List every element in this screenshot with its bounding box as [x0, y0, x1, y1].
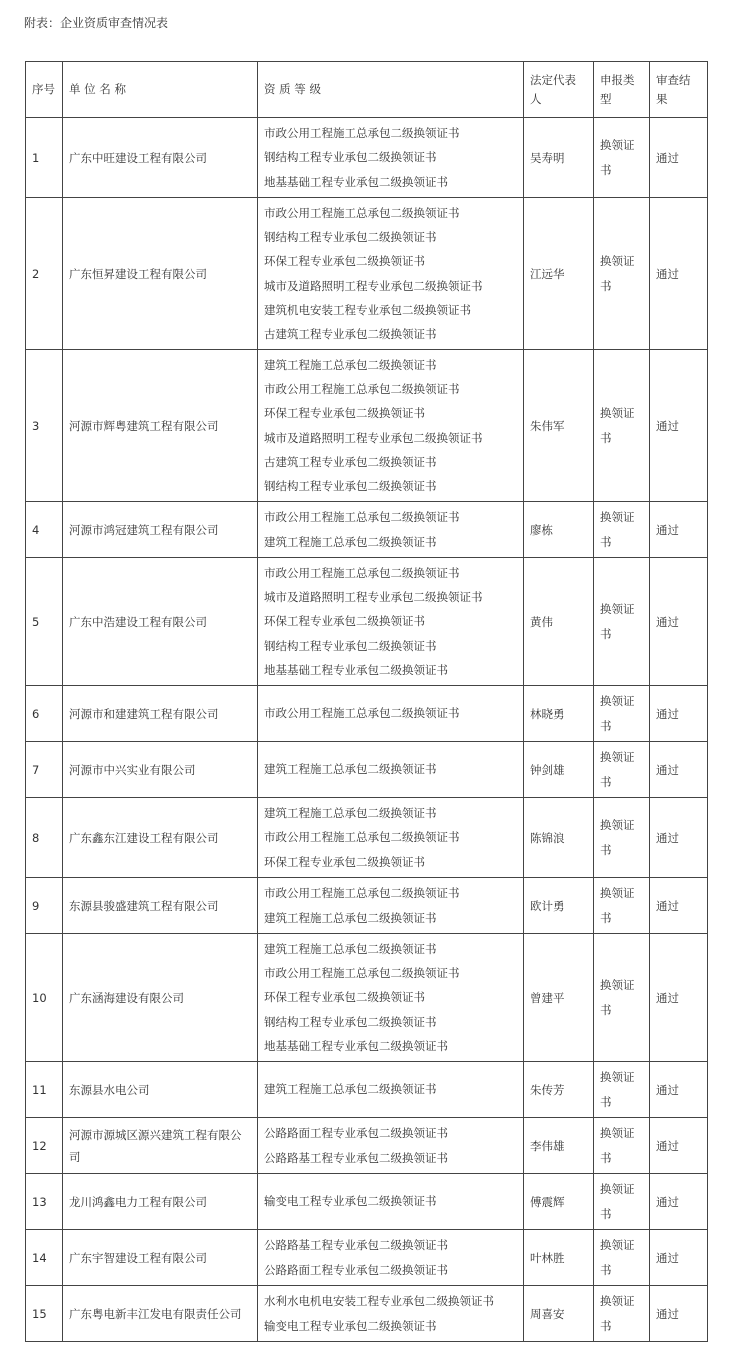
legal-representative: 林晓勇 — [524, 686, 594, 742]
legal-representative: 傅震辉 — [524, 1174, 594, 1230]
qualification-item: 钢结构工程专业承包二级换领证书 — [264, 479, 437, 494]
table-row — [26, 118, 708, 198]
qualification-item: 公路路基工程专业承包二级换领证书 — [264, 1238, 448, 1253]
company-name: 广东恒昇建设工程有限公司 — [63, 198, 258, 350]
qualification-item: 环保工程专业承包二级换领证书 — [264, 406, 425, 421]
qualification-item: 环保工程专业承包二级换领证书 — [264, 254, 425, 269]
legal-representative: 黄伟 — [524, 558, 594, 686]
qualification-item: 市政公用工程施工总承包二级换领证书 — [264, 966, 460, 981]
legal-representative: 钟剑雄 — [524, 742, 594, 798]
qualification-item: 地基基础工程专业承包二级换领证书 — [264, 174, 448, 189]
company-name: 河源市中兴实业有限公司 — [63, 742, 258, 798]
qualification-item: 市政公用工程施工总承包二级换领证书 — [264, 706, 460, 721]
company-name: 广东鑫东江建设工程有限公司 — [63, 798, 258, 878]
qualification-list — [258, 1230, 524, 1286]
company-name: 河源市和建建筑工程有限公司 — [63, 686, 258, 742]
table-row — [26, 1286, 708, 1342]
row-index: 10 — [26, 934, 63, 1062]
qualification-item: 地基基础工程专业承包二级换领证书 — [264, 662, 448, 677]
review-result: 通过 — [650, 798, 708, 878]
qualification-item: 市政公用工程施工总承包二级换领证书 — [264, 510, 460, 525]
application-type: 换领证书 — [594, 1174, 650, 1230]
qualification-item: 市政公用工程施工总承包二级换领证书 — [264, 886, 460, 901]
qualification-list — [258, 198, 524, 350]
qualification-item: 建筑工程施工总承包二级换领证书 — [264, 762, 437, 777]
application-type: 换领证书 — [594, 1230, 650, 1286]
application-type: 换领证书 — [594, 686, 650, 742]
table-row — [26, 742, 708, 798]
table-row — [26, 934, 708, 1062]
company-name: 广东粤电新丰江发电有限责任公司 — [63, 1286, 258, 1342]
application-type: 换领证书 — [594, 742, 650, 798]
table-row — [26, 878, 708, 934]
table-row — [26, 686, 708, 742]
qualification-list — [258, 558, 524, 686]
review-result: 通过 — [650, 1118, 708, 1174]
application-type: 换领证书 — [594, 350, 650, 502]
row-index: 11 — [26, 1062, 63, 1118]
qualification-item: 建筑工程施工总承包二级换领证书 — [264, 357, 437, 372]
row-index: 2 — [26, 198, 63, 350]
qualification-item: 古建筑工程专业承包二级换领证书 — [264, 454, 437, 469]
application-type: 换领证书 — [594, 878, 650, 934]
application-type: 换领证书 — [594, 934, 650, 1062]
qualification-item: 城市及道路照明工程专业承包二级换领证书 — [264, 590, 483, 605]
row-index: 5 — [26, 558, 63, 686]
qualification-item: 环保工程专业承包二级换领证书 — [264, 614, 425, 629]
application-type: 换领证书 — [594, 502, 650, 558]
qualification-item: 建筑机电安装工程专业承包二级换领证书 — [264, 302, 471, 317]
header-qualification: 资 质 等 级 — [258, 62, 524, 118]
header-index: 序号 — [26, 62, 63, 118]
legal-representative: 曾建平 — [524, 934, 594, 1062]
qualification-item: 市政公用工程施工总承包二级换领证书 — [264, 565, 460, 580]
company-name: 东源县骏盛建筑工程有限公司 — [63, 878, 258, 934]
qualification-item: 公路路面工程专业承包二级换领证书 — [264, 1262, 448, 1277]
legal-representative: 欧计勇 — [524, 878, 594, 934]
qualification-list — [258, 502, 524, 558]
table-row — [26, 350, 708, 502]
company-name: 广东宇智建设工程有限公司 — [63, 1230, 258, 1286]
review-result: 通过 — [650, 1230, 708, 1286]
row-index: 8 — [26, 798, 63, 878]
qualification-item: 钢结构工程专业承包二级换领证书 — [264, 1014, 437, 1029]
table-row — [26, 798, 708, 878]
row-index: 13 — [26, 1174, 63, 1230]
qualification-item: 建筑工程施工总承包二级换领证书 — [264, 910, 437, 925]
row-index: 9 — [26, 878, 63, 934]
row-index: 14 — [26, 1230, 63, 1286]
company-name: 广东中浩建设工程有限公司 — [63, 558, 258, 686]
table-row — [26, 1230, 708, 1286]
qualification-item: 水利水电机电安装工程专业承包二级换领证书 — [264, 1294, 494, 1309]
qualification-item: 建筑工程施工总承包二级换领证书 — [264, 1082, 437, 1097]
row-index: 3 — [26, 350, 63, 502]
review-result: 通过 — [650, 1062, 708, 1118]
qualification-list — [258, 1062, 524, 1118]
qualification-list — [258, 1118, 524, 1174]
row-index: 1 — [26, 118, 63, 198]
qualification-item: 城市及道路照明工程专业承包二级换领证书 — [264, 430, 483, 445]
qualification-list — [258, 798, 524, 878]
legal-representative: 廖栋 — [524, 502, 594, 558]
table-row — [26, 502, 708, 558]
review-result: 通过 — [650, 1286, 708, 1342]
qualification-list — [258, 1286, 524, 1342]
qualification-item: 建筑工程施工总承包二级换领证书 — [264, 806, 437, 821]
company-name: 河源市源城区源兴建筑工程有限公司 — [63, 1118, 258, 1174]
table-row — [26, 1174, 708, 1230]
header-name: 单 位 名 称 — [63, 62, 258, 118]
qualification-item: 市政公用工程施工总承包二级换领证书 — [264, 205, 460, 220]
company-name: 河源市辉粤建筑工程有限公司 — [63, 350, 258, 502]
legal-representative: 周喜安 — [524, 1286, 594, 1342]
table-header-row — [26, 62, 708, 118]
qualification-list — [258, 686, 524, 742]
company-name: 广东中旺建设工程有限公司 — [63, 118, 258, 198]
review-result: 通过 — [650, 878, 708, 934]
qualification-item: 钢结构工程专业承包二级换领证书 — [264, 229, 437, 244]
review-result: 通过 — [650, 934, 708, 1062]
header-result: 审查结果 — [650, 62, 708, 118]
table-row — [26, 558, 708, 686]
qualification-list — [258, 934, 524, 1062]
application-type: 换领证书 — [594, 1286, 650, 1342]
application-type: 换领证书 — [594, 798, 650, 878]
application-type: 换领证书 — [594, 118, 650, 198]
qualification-item: 钢结构工程专业承包二级换领证书 — [264, 638, 437, 653]
qualification-item: 城市及道路照明工程专业承包二级换领证书 — [264, 278, 483, 293]
row-index: 12 — [26, 1118, 63, 1174]
qualification-item: 古建筑工程专业承包二级换领证书 — [264, 327, 437, 342]
qualification-item: 市政公用工程施工总承包二级换领证书 — [264, 830, 460, 845]
qualification-item: 地基基础工程专业承包二级换领证书 — [264, 1038, 448, 1053]
legal-representative: 江远华 — [524, 198, 594, 350]
qualification-item: 公路路面工程专业承包二级换领证书 — [264, 1126, 448, 1141]
application-type: 换领证书 — [594, 1062, 650, 1118]
qualification-item: 市政公用工程施工总承包二级换领证书 — [264, 126, 460, 141]
legal-representative: 朱伟军 — [524, 350, 594, 502]
company-name: 河源市鸿冠建筑工程有限公司 — [63, 502, 258, 558]
review-result: 通过 — [650, 198, 708, 350]
qualification-list — [258, 1174, 524, 1230]
qualification-item: 环保工程专业承包二级换领证书 — [264, 854, 425, 869]
application-type: 换领证书 — [594, 558, 650, 686]
table-row — [26, 1062, 708, 1118]
legal-representative: 吴寿明 — [524, 118, 594, 198]
qualification-review-table — [25, 61, 708, 1342]
qualification-item: 输变电工程专业承包二级换领证书 — [264, 1318, 437, 1333]
qualification-item: 输变电工程专业承包二级换领证书 — [264, 1194, 437, 1209]
application-type: 换领证书 — [594, 198, 650, 350]
application-type: 换领证书 — [594, 1118, 650, 1174]
qualification-list — [258, 742, 524, 798]
company-name: 广东涵海建设有限公司 — [63, 934, 258, 1062]
row-index: 7 — [26, 742, 63, 798]
company-name: 龙川鸿鑫电力工程有限公司 — [63, 1174, 258, 1230]
qualification-item: 市政公用工程施工总承包二级换领证书 — [264, 381, 460, 396]
qualification-item: 建筑工程施工总承包二级换领证书 — [264, 941, 437, 956]
qualification-list — [258, 118, 524, 198]
header-type: 申报类型 — [594, 62, 650, 118]
legal-representative: 朱传芳 — [524, 1062, 594, 1118]
header-representative: 法定代表人 — [524, 62, 594, 118]
table-row — [26, 1118, 708, 1174]
qualification-item: 环保工程专业承包二级换领证书 — [264, 990, 425, 1005]
review-result: 通过 — [650, 118, 708, 198]
review-result: 通过 — [650, 742, 708, 798]
qualification-list — [258, 878, 524, 934]
row-index: 4 — [26, 502, 63, 558]
table-caption: 附表：企业资质审查情况表 — [24, 16, 169, 30]
qualification-item: 建筑工程施工总承包二级换领证书 — [264, 534, 437, 549]
qualification-item: 公路路基工程专业承包二级换领证书 — [264, 1150, 448, 1165]
qualification-list — [258, 350, 524, 502]
legal-representative: 李伟雄 — [524, 1118, 594, 1174]
review-result: 通过 — [650, 350, 708, 502]
row-index: 6 — [26, 686, 63, 742]
qualification-item: 钢结构工程专业承包二级换领证书 — [264, 150, 437, 165]
company-name: 东源县水电公司 — [63, 1062, 258, 1118]
legal-representative: 叶林胜 — [524, 1230, 594, 1286]
row-index: 15 — [26, 1286, 63, 1342]
review-result: 通过 — [650, 1174, 708, 1230]
review-result: 通过 — [650, 558, 708, 686]
review-result: 通过 — [650, 686, 708, 742]
review-result: 通过 — [650, 502, 708, 558]
legal-representative: 陈锦浪 — [524, 798, 594, 878]
table-row — [26, 198, 708, 350]
